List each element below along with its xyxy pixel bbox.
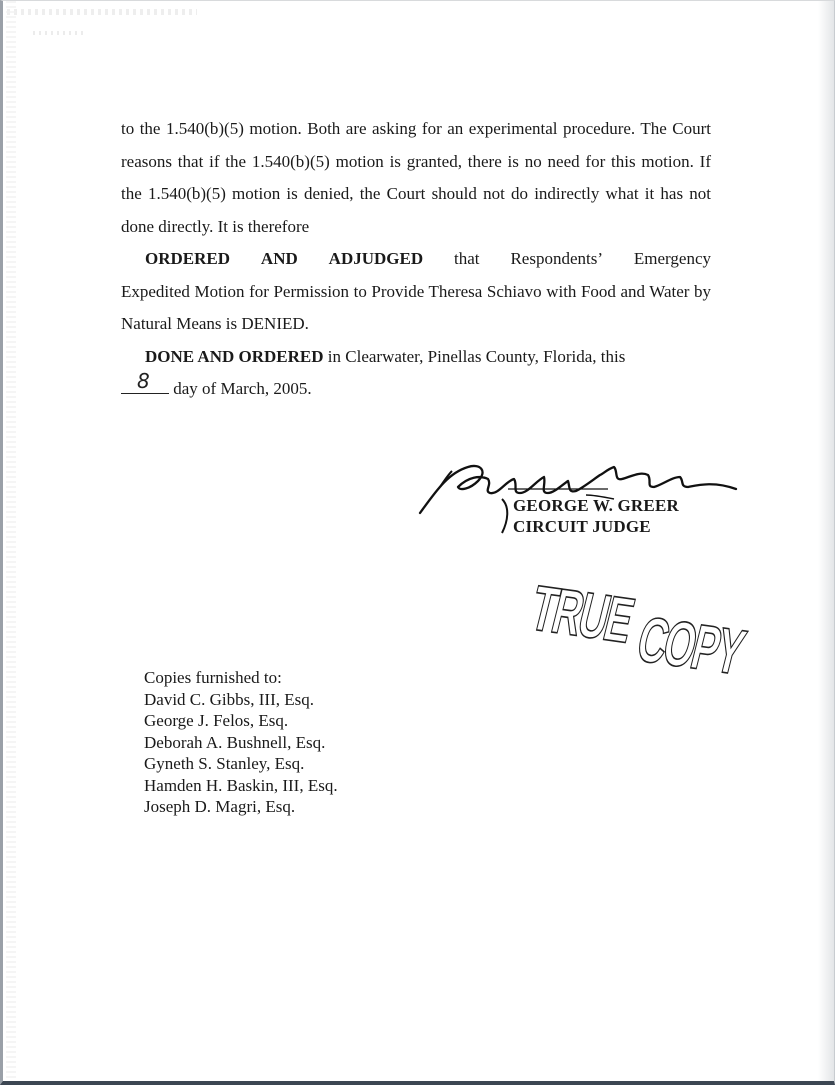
judge-name: GEORGE W. GREER [513, 496, 679, 515]
emergency-word: Emergency [633, 249, 711, 268]
ordered-line [121, 243, 711, 276]
stamp-graphic [533, 566, 783, 696]
respondents-word: Respondents’ [510, 249, 603, 268]
copies-recipient: Joseph D. Magri, Esq. [144, 797, 296, 816]
copies-recipient: David C. Gibbs, III, Esq. [144, 689, 314, 709]
handwritten-day: 8 [137, 369, 150, 393]
true-copy-stamp [533, 566, 783, 701]
date-line [121, 369, 711, 406]
judge-title: CIRCUIT JUDGE [513, 517, 651, 536]
that-word: that [454, 249, 480, 268]
stamp-true-text: TRUE [533, 573, 639, 657]
copies-heading: Copies furnished to: [144, 668, 282, 687]
order-body [121, 113, 711, 406]
copies-recipient: Gyneth S. Stanley, Esq. [144, 754, 305, 773]
scan-artifact [7, 9, 197, 15]
reasoning-paragraph: to the 1.540(b)(5) motion. Both are asking for an experimental procedure. The Court reasons that if the 1.540(b)(5) motion is granted, there is no need for this motion. If the 1.540(b)(5) motion is denied, the Court should not do indirectly what it has not done directly. It is therefore [121, 119, 711, 236]
copies-furnished-list [144, 667, 338, 818]
day-blank [121, 369, 169, 394]
scan-edge [6, 1, 16, 1081]
adjudged-word: ADJUDGED [328, 249, 424, 268]
ordered-word: ORDERED [145, 249, 231, 268]
done-ordered-text: in Clearwater, Pinellas County, Florida, this [323, 346, 626, 366]
copies-recipient: Hamden H. Baskin, III, Esq. [144, 775, 338, 795]
done-ordered-bold: DONE AND ORDERED [145, 346, 324, 366]
stamp-copy-text: COPY [630, 604, 750, 689]
ordered-continuation: Expedited Motion for Permission to Provide Theresa Schiavo with Food and Water by Natural Means is DENIED. [121, 281, 711, 333]
date-suffix: day of March, 2005. [169, 379, 312, 398]
copies-recipient: George J. Felos, Esq. [144, 711, 289, 730]
signature-block [418, 451, 758, 551]
scan-artifact [33, 31, 83, 35]
and-word: AND [260, 249, 298, 268]
copies-recipient: Deborah A. Bushnell, Esq. [144, 732, 326, 752]
done-ordered-paragraph [121, 341, 711, 374]
page-shadow [818, 1, 834, 1081]
